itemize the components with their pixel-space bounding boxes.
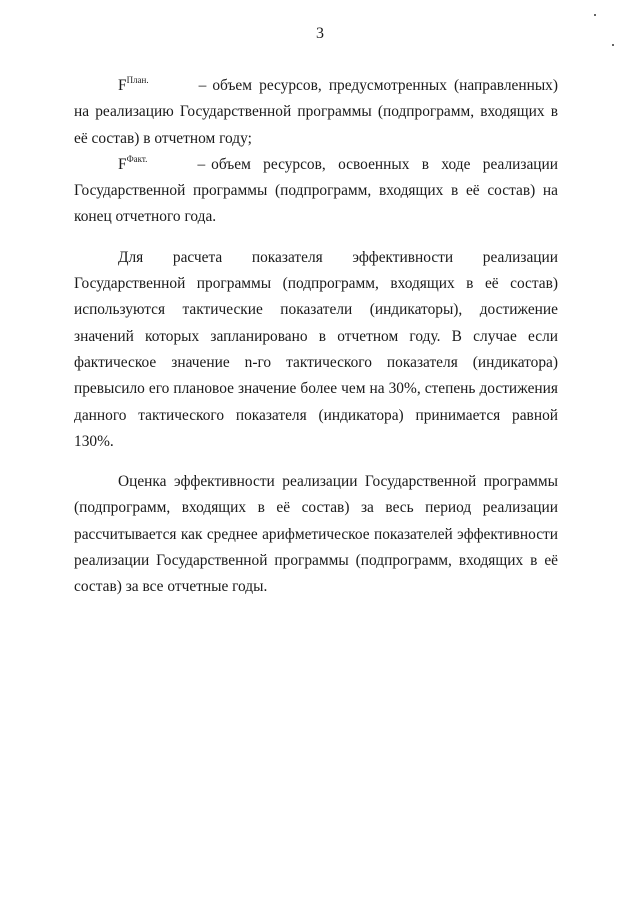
page-number: 3 [316, 25, 324, 42]
definition-dash: – [198, 77, 207, 94]
variable-symbol: F [118, 155, 127, 173]
document-body [74, 73, 558, 601]
definition-text: объем ресурсов, предусмотренных (направленных) на реализацию Государственной программы (подпрограмм, входящих в её состав) в отчетном году; [74, 77, 558, 147]
paragraph-evaluation: Оценка эффективности реализации Государственной программы (подпрограмм, входящих в её состав) за весь период реализации рассчитывается как среднее арифметическое показателей эффективности реализации Государственной программы (подпрограмм, входящих в её состав) за все отчетные годы. [74, 473, 558, 596]
scan-speck [612, 44, 614, 46]
definition-fact [74, 152, 558, 231]
definition-plan [74, 73, 558, 152]
paragraph-indicators: Для расчета показателя эффективности реализации Государственной программы (подпрограмм, входящих в её состав) используются тактические показатели (индикаторы), достижение значений которых запланировано в отчетном году. В случае если фактическое значение n-го тактического показателя (индикатора) превысило его плановое значение более чем на 30%, степень достижения данного тактического показателя (индикатора) принимается равной 130%. [74, 248, 558, 450]
definition-text: объем ресурсов, освоенных в ходе реализации Государственной программы (подпрограмм, входящих в её состав) на конец отчетного года. [74, 155, 558, 226]
scan-speck [594, 14, 596, 16]
variable-superscript: План. [126, 75, 149, 85]
variable-symbol: F [118, 77, 127, 94]
definition-dash: – [197, 155, 206, 173]
variable-superscript: Факт. [126, 153, 148, 164]
